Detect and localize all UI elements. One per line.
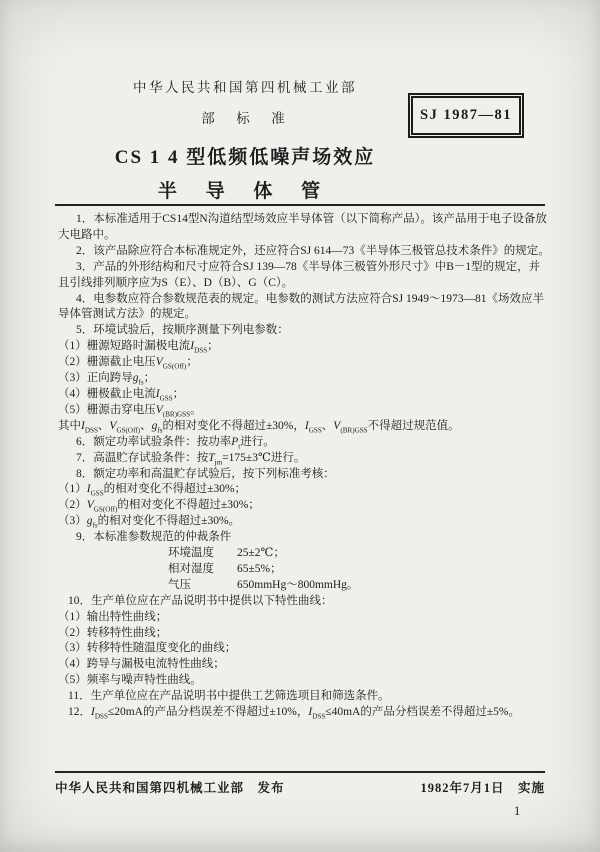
document-line: （5）频率与噪声特性曲线。 bbox=[58, 674, 202, 687]
ministry-name: 中华人民共和国第四机械工业部 bbox=[133, 80, 357, 95]
document-line: 4．电参数应符合参数规范表的规定。电参数的测试方法应符合SJ 1949～1973—81《场效应半 bbox=[76, 292, 544, 305]
document-line: （2）转移特性曲线； bbox=[58, 626, 168, 639]
document-line: 3．产品的外形结构和尺寸应符合SJ 139—78《半导体三极管外形尺寸》中B－1型的规定，并 bbox=[76, 260, 541, 273]
document-line: $(2)V_{GS(Off)}$的相对变化不得超过±30%； bbox=[58, 499, 260, 514]
document-line: 相对湿度 65±5%； bbox=[168, 562, 282, 575]
document-line: $(3)g_{fs}$的相对变化不得超过±30%。 bbox=[58, 515, 241, 530]
document-body bbox=[58, 212, 558, 721]
document-line: 2．该产品除应符合本标准规定外，还应符合SJ 614—73《半导体三极管总技术条件》的规定。 bbox=[76, 244, 550, 257]
page-number: 1 bbox=[514, 804, 521, 818]
document-line: 10．生产单位应在产品说明书中提供以下特性曲线： bbox=[68, 594, 333, 607]
document-line: 7．高温贮存试验条件：按$T_{jm}=175\pm 3℃$进行。 bbox=[76, 451, 306, 466]
document-line: （5）栅源击穿电压$V_{(BR)GSS}$。 bbox=[58, 403, 202, 419]
document-line: （4）跨导与漏极电流特性曲线； bbox=[58, 658, 225, 671]
header-divider bbox=[55, 204, 545, 206]
document-line: （3）转移特性随温度变化的曲线； bbox=[58, 642, 237, 655]
publisher-line: 中华人民共和国第四机械工业部 发布 bbox=[55, 781, 285, 795]
document-line: （2）栅源截止电压$V_{GS(Off)}$； bbox=[58, 356, 198, 371]
document-footer bbox=[55, 778, 545, 796]
document-line: 大电路中。 bbox=[58, 228, 116, 241]
standard-type-label: 部 标 准 bbox=[201, 111, 289, 126]
document-line: 6．额定功率试验条件：按功率$P_t$进行。 bbox=[76, 435, 275, 450]
document-line: 1．本标准适用于CS14型N沟道结型场效应半导体管（以下简称产品）。该产品用于电子设备放 bbox=[76, 213, 547, 225]
document-line: 9．本标准参数规范的仲裁条件 bbox=[76, 531, 232, 544]
document-line: $(1)I_{GSS}$的相对变化不得超过±30%； bbox=[58, 483, 247, 498]
document-line: （4）栅极截止电流$I_{GSS}$； bbox=[58, 387, 185, 403]
document-line: （1）输出特性曲线； bbox=[58, 610, 168, 623]
document-title-line2: 半 导 体 管 bbox=[157, 181, 333, 202]
document-line: （1）栅源短路时漏极电流$I_{DSS}$； bbox=[58, 340, 219, 355]
document-line: 导体管测试方法》的规定。 bbox=[58, 308, 196, 321]
standard-number: SJ 1987—81 bbox=[420, 107, 512, 123]
footer-divider bbox=[55, 771, 545, 773]
standard-number-box bbox=[408, 93, 524, 138]
document-line: 其中$I_{DSS}$、$V_{GS(Off)}$、$g_{fs}$的相对变化不得超过±30%，$I_{GSS}$、$V_{(BR)GSS}$不得超过规范值。 bbox=[58, 419, 460, 435]
document-line: （3）正向跨导$g_{fs}$； bbox=[58, 372, 156, 387]
document-line: 5．环境试验后，按顺序测量下列电参数： bbox=[76, 324, 289, 337]
document-line: 12．$I_{DSS}\le 20mA$的产品分档误差不得超过±10%，$I_{DSS}\le 40mA$的产品分档误差不得超过±5%。 bbox=[68, 706, 520, 721]
document-line: 环境温度 25±2℃； bbox=[168, 547, 285, 560]
implementation-date: 1982年7月1日 实施 bbox=[420, 781, 545, 795]
document-line: 8．额定功率和高温贮存试验后，按下列标准考核： bbox=[76, 467, 335, 480]
document-title-line1: CS 1 4 型低频低噪声场效应 bbox=[114, 147, 376, 168]
document-line: 气压 650mmHg～800mmHg。 bbox=[168, 578, 359, 591]
document-line: 11．生产单位应在产品说明书中提供工艺筛选项目和筛选条件。 bbox=[68, 690, 390, 703]
document-line: 且引线排列顺序应为S（E）、D（B）、G（C）。 bbox=[58, 276, 294, 289]
